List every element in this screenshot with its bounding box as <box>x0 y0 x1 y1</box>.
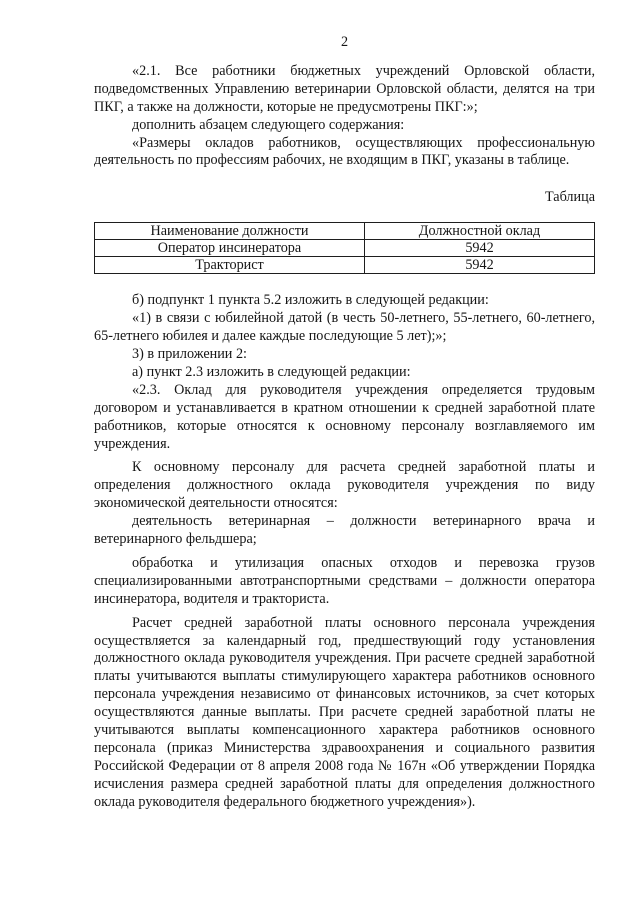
paragraph-2-1-workers: «2.1. Все работники бюджетных учреждений Орловской области, подведомственных Управлению ветеринарии Орловской области, делятся на три ПКГ, а также на должности, которые не предусмотрены ПКГ:»; <box>94 62 595 115</box>
salary-table <box>94 222 595 274</box>
paragraph-add-clause: дополнить абзацем следующего содержания: <box>132 116 405 133</box>
header-salary: Должностной оклад <box>365 223 595 240</box>
paragraph-veterinary: деятельность ветеринарная – должности ветеринарного врача и ветеринарного фельдшера; <box>94 513 595 548</box>
table-caption: Таблица <box>544 189 595 206</box>
paragraph-main-staff: К основному персоналу для расчета средней заработной платы и определения должностного оклада руководителя учреждения по виду экономической деятельности относятся: <box>94 459 595 512</box>
table-header-row <box>95 223 595 240</box>
table-row <box>95 257 595 274</box>
paragraph-anniversary: «1) в связи с юбилейной датой (в честь 50-летнего, 55-летнего, 60-летнего, 65-летнего юбилея и далее каждые последующие 5 лет);»; <box>94 310 595 345</box>
paragraph-salary-calculation: Расчет средней заработной платы основного персонала учреждения осуществляется за календарный год, предшествующий году установления должностного оклада руководителя учреждения. При расчете средней заработной платы учитываются выплаты стимулирующего характера работников основного персонала учреждения независимо от финансовых источников, за счет которых осуществляются данные выплаты. При расчете средней заработной платы не учитываются выплаты компенсационного характера работников основного персонала (приказ Министерства здравоохранения и социального развития Российской Федерации от 8 апреля 2008 года № 167н «Об утверждении Порядка исчисления размера средней заработной платы для определения должностного оклада руководителя федерального бюджетного учреждения»). <box>94 614 595 810</box>
paragraph-appendix-2: 3) в приложении 2: <box>132 345 247 362</box>
paragraph-head-salary: «2.3. Оклад для руководителя учреждения определяется трудовым договором и устанавливается в кратном отношении к средней заработной плате работников, которые относятся к основному персоналу возглавляемого им учреждения. <box>94 381 595 452</box>
cell-position: Тракторист <box>95 257 365 274</box>
paragraph-subpoint-b: б) подпункт 1 пункта 5.2 изложить в следующей редакции: <box>132 292 489 309</box>
paragraph-point-2-3: а) пункт 2.3 изложить в следующей редакции: <box>132 363 411 380</box>
header-position: Наименование должности <box>95 223 365 240</box>
paragraph-waste-disposal: обработка и утилизация опасных отходов и перевозка грузов специализированными автотранспортными средствами – должности оператора инсинератора, водителя и тракториста. <box>94 554 595 607</box>
cell-salary: 5942 <box>365 240 595 257</box>
cell-salary: 5942 <box>365 257 595 274</box>
table-row <box>95 240 595 257</box>
page-number: 2 <box>340 34 349 50</box>
cell-position: Оператор инсинератора <box>95 240 365 257</box>
paragraph-salary-sizes: «Размеры окладов работников, осуществляющих профессиональную деятельность по профессиям рабочих, не входящим в ПКГ, указаны в таблице. <box>94 134 595 169</box>
